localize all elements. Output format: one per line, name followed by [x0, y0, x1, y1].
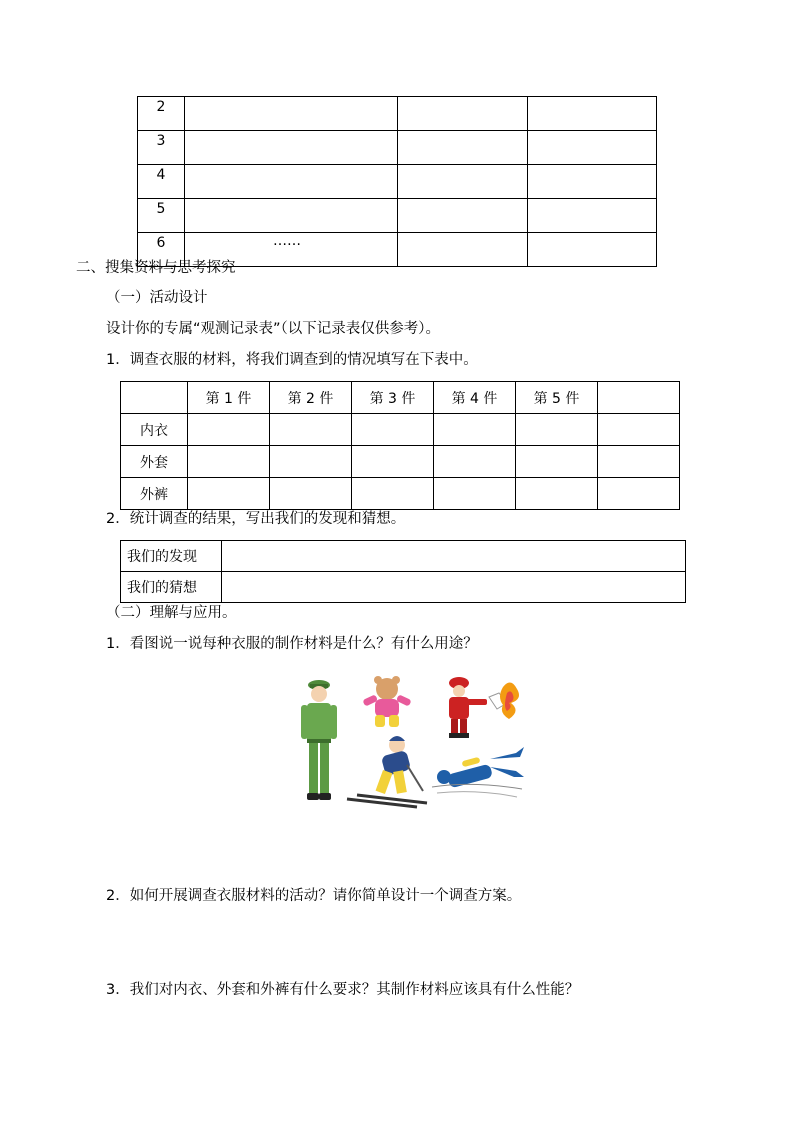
row-label: 我们的发现 [121, 541, 222, 572]
guess-input-cell[interactable] [222, 572, 686, 603]
table-row [138, 165, 657, 199]
record-table-continued [137, 96, 657, 267]
table-cell[interactable] [516, 414, 598, 446]
table-cell[interactable] [188, 414, 270, 446]
header-cell [121, 382, 188, 414]
question-2: 2．统计调查的结果，写出我们的发现和猜想。 [106, 511, 406, 527]
subsection-activity-design: （一）活动设计 [106, 290, 208, 306]
table-cell[interactable] [352, 446, 434, 478]
table-header-row [121, 382, 680, 414]
table-cell[interactable] [598, 478, 680, 510]
row-number: 4 [138, 165, 185, 199]
ellipsis-cell: …… [185, 233, 398, 267]
table-cell[interactable] [185, 165, 398, 199]
teddy-bear-icon [362, 676, 411, 727]
table-cell[interactable] [528, 199, 657, 233]
table-cell[interactable] [270, 414, 352, 446]
table-cell[interactable] [398, 165, 528, 199]
table-cell[interactable] [398, 233, 528, 267]
header-cell: 第 5 件 [516, 382, 598, 414]
table-cell[interactable] [434, 478, 516, 510]
table-cell[interactable] [598, 446, 680, 478]
row-label: 内衣 [121, 414, 188, 446]
row-number: 5 [138, 199, 185, 233]
table-row [138, 131, 657, 165]
header-cell: 第 3 件 [352, 382, 434, 414]
findings-input-cell[interactable] [222, 541, 686, 572]
row-number: 6 [138, 233, 185, 267]
table-cell[interactable] [598, 414, 680, 446]
table-row [121, 478, 680, 510]
table-cell[interactable] [528, 131, 657, 165]
question-1: 1．调查衣服的材料，将我们调查到的情况填写在下表中。 [106, 352, 478, 368]
table-cell[interactable] [270, 478, 352, 510]
skier-icon [347, 736, 427, 807]
table-cell[interactable] [516, 446, 598, 478]
row-label: 外套 [121, 446, 188, 478]
table-cell[interactable] [398, 97, 528, 131]
soldier-icon [301, 680, 337, 800]
table-row [121, 414, 680, 446]
row-label: 我们的猜想 [121, 572, 222, 603]
header-cell: 第 4 件 [434, 382, 516, 414]
table-cell[interactable] [185, 97, 398, 131]
table-cell[interactable] [352, 478, 434, 510]
firefighter-icon [449, 677, 519, 738]
diver-icon [432, 747, 524, 797]
table-cell[interactable] [188, 446, 270, 478]
intro-text: 设计你的专属“观测记录表”（以下记录表仅供参考）。 [106, 321, 441, 337]
subsection-understanding: （二）理解与应用。 [106, 605, 237, 621]
table-cell[interactable] [516, 478, 598, 510]
table-row [121, 572, 686, 603]
section-heading: 二、搜集资料与思考探究 [76, 260, 236, 276]
table-row [121, 446, 680, 478]
table-row [138, 97, 657, 131]
table-cell[interactable] [528, 233, 657, 267]
header-cell: 第 1 件 [188, 382, 270, 414]
table-row [121, 541, 686, 572]
header-cell: 第 2 件 [270, 382, 352, 414]
row-label: 外裤 [121, 478, 188, 510]
table-cell[interactable] [434, 446, 516, 478]
table-cell[interactable] [188, 478, 270, 510]
table-cell[interactable] [398, 131, 528, 165]
question-4: 2．如何开展调查衣服材料的活动？请你简单设计一个调查方案。 [106, 888, 522, 904]
table-cell[interactable] [528, 165, 657, 199]
header-cell [598, 382, 680, 414]
row-number: 3 [138, 131, 185, 165]
table-cell[interactable] [528, 97, 657, 131]
findings-table [120, 540, 686, 603]
table-row [138, 199, 657, 233]
table-cell[interactable] [185, 199, 398, 233]
row-number: 2 [138, 97, 185, 131]
table-cell[interactable] [352, 414, 434, 446]
table-cell[interactable] [185, 131, 398, 165]
clothing-illustration [297, 675, 537, 810]
table-cell[interactable] [398, 199, 528, 233]
survey-table [120, 381, 680, 510]
question-5: 3．我们对内衣、外套和外裤有什么要求？其制作材料应该具有什么性能？ [106, 982, 580, 998]
table-cell[interactable] [434, 414, 516, 446]
table-cell[interactable] [270, 446, 352, 478]
question-3: 1．看图说一说每种衣服的制作材料是什么？有什么用途？ [106, 636, 478, 652]
